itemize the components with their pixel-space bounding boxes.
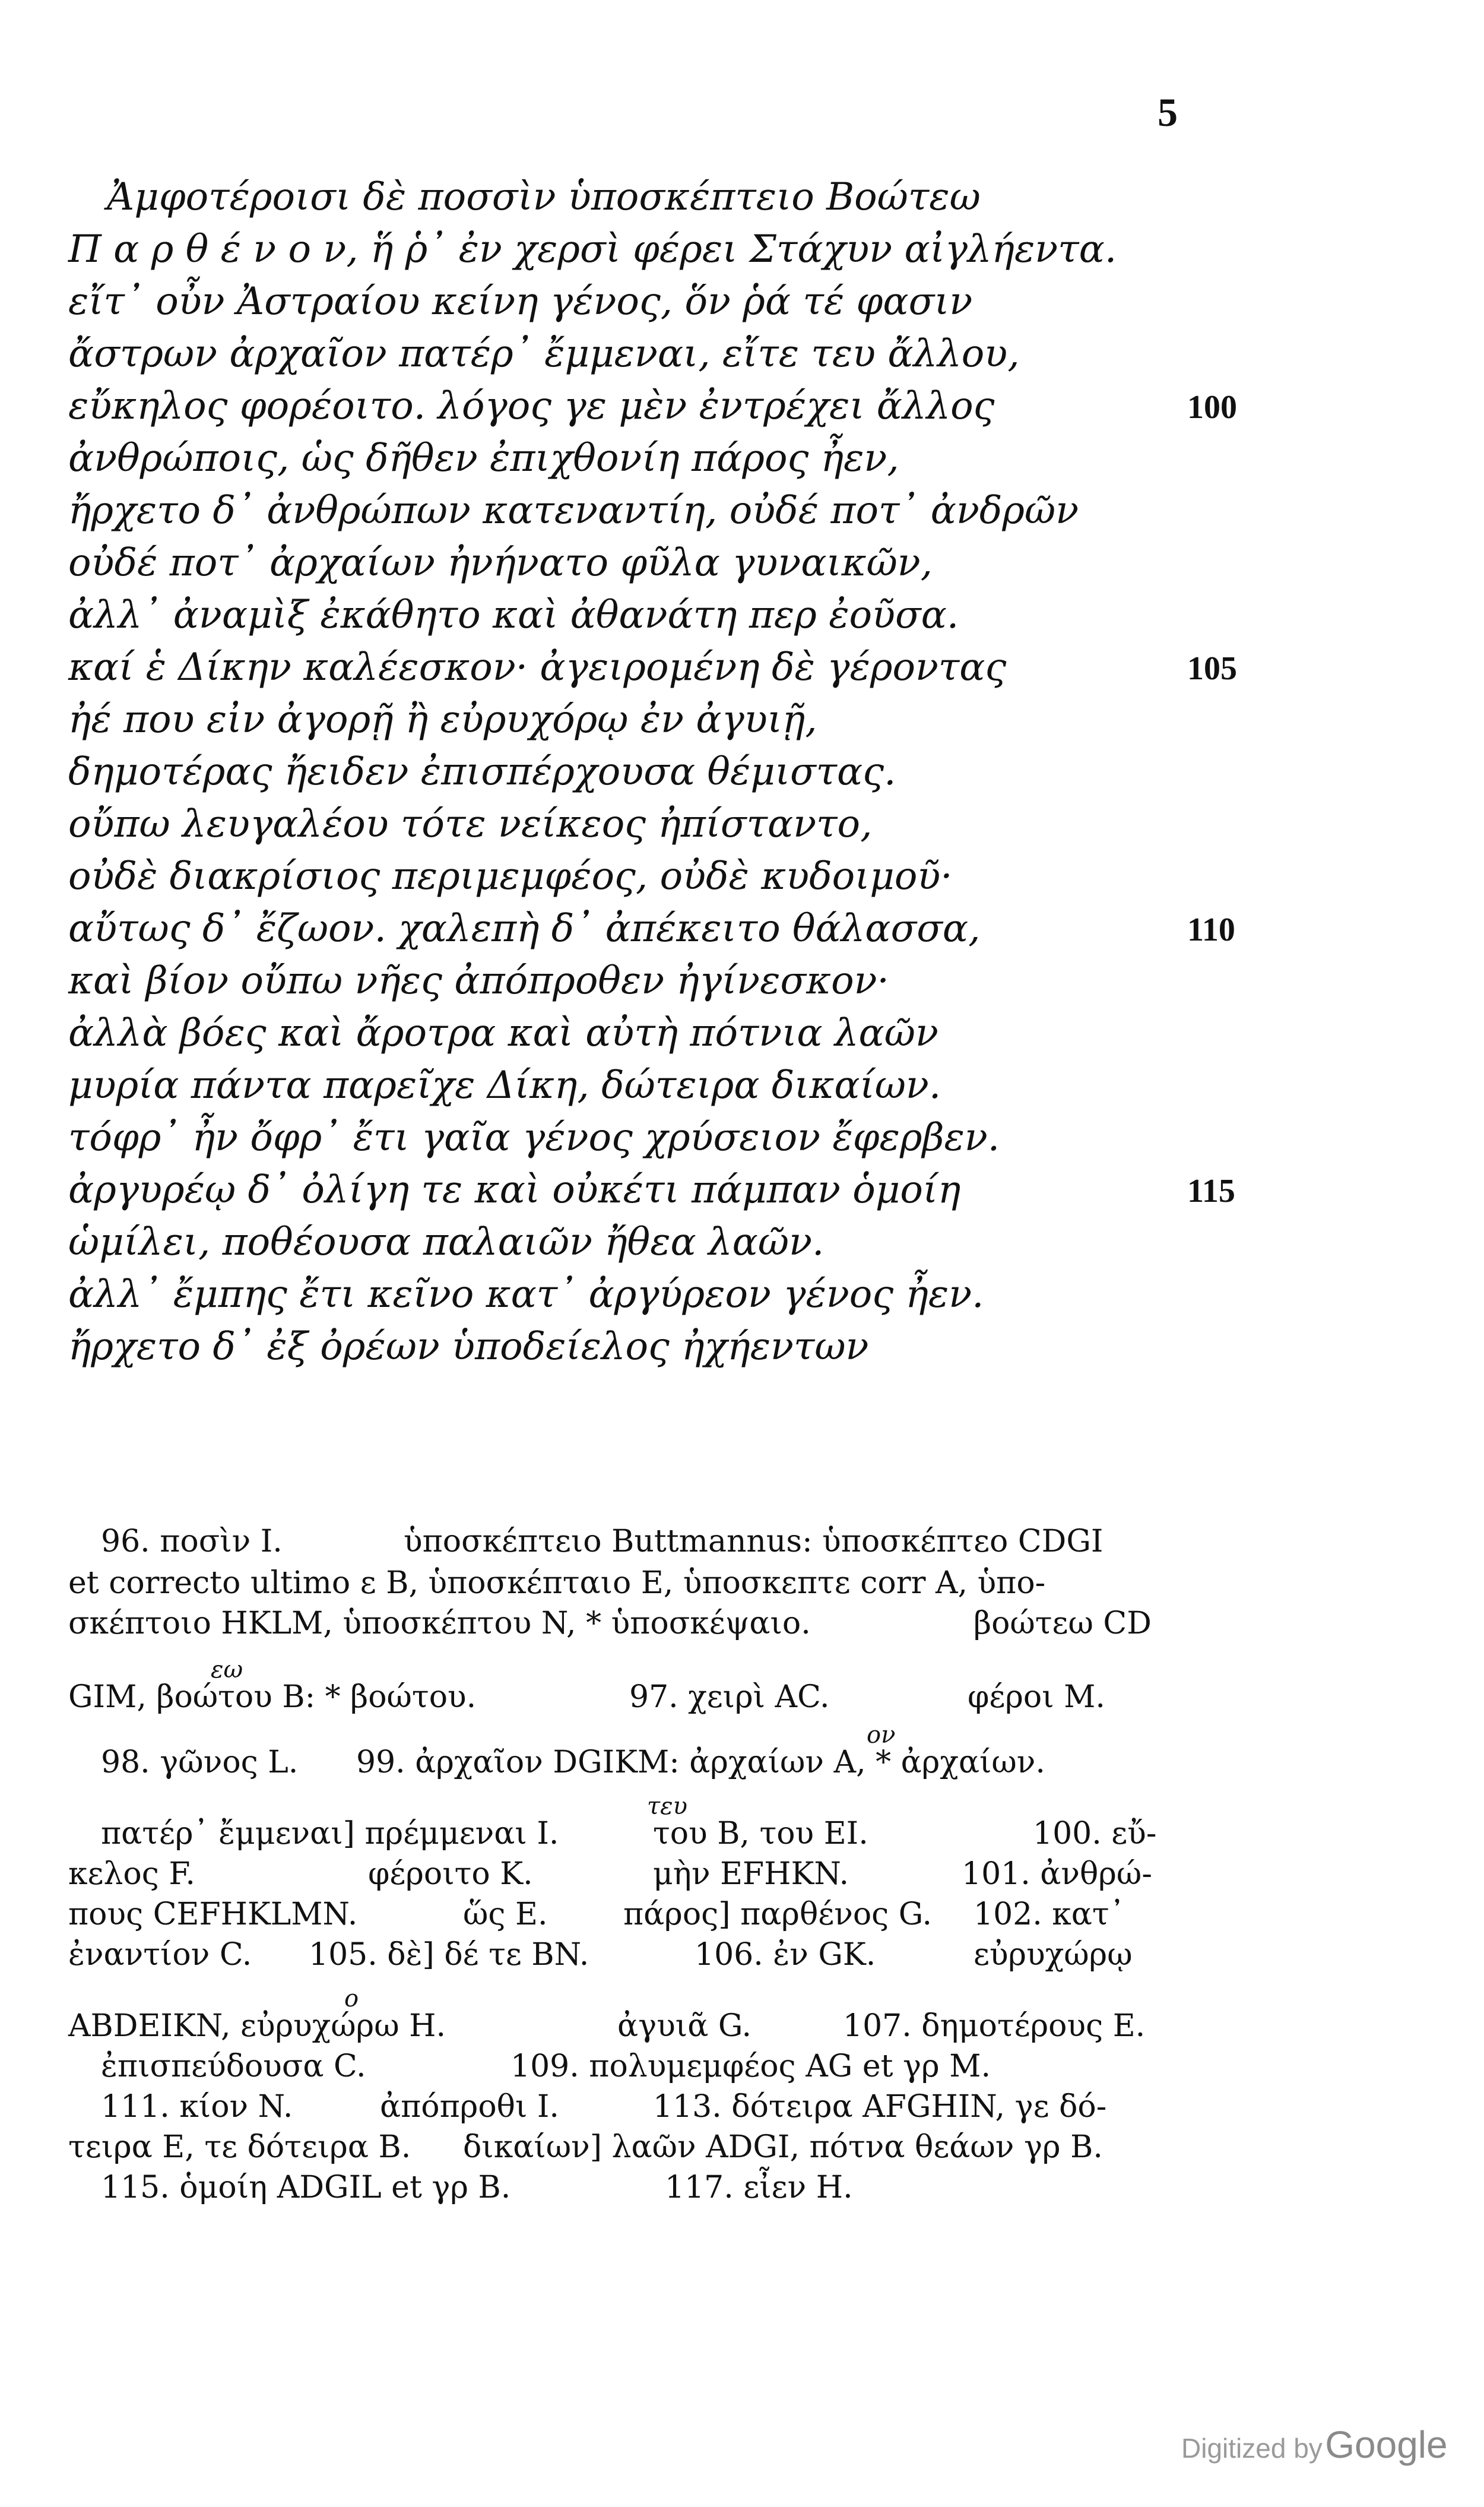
page-number: 5 bbox=[1158, 90, 1178, 135]
verse-line bbox=[0, 750, 1484, 806]
verse-text: αὔτως δ᾽ ἔζωον. χαλεπὴ δ᾽ ἀπέκειτο θάλασσα, bbox=[68, 907, 981, 951]
apparatus-entry: ὥς E. bbox=[463, 1897, 548, 1932]
apparatus-entry: ἐναντίον C. bbox=[68, 1937, 252, 1973]
verse-text: οὐδέ ποτ᾽ ἀρχαίων ἠνήνατο φῦλα γυναικῶν, bbox=[68, 541, 933, 585]
verse-text: ἀνθρώποις, ὡς δῆθεν ἐπιχθονίη πάρος ἦεν, bbox=[68, 436, 899, 480]
line-number: 105 bbox=[1187, 650, 1237, 687]
apparatus-entry: ἀπόπροθι I. bbox=[380, 2089, 559, 2125]
apparatus-entry: φέροι M. bbox=[968, 1679, 1105, 1715]
apparatus-entry: 115. ὁμοίη ADGIL et γρ B. bbox=[101, 2170, 511, 2205]
verse-line bbox=[0, 907, 1484, 963]
verse-line bbox=[0, 227, 1484, 284]
verse-text: ἀργυρέῳ δ᾽ ὀλίγη τε καὶ οὐκέτι πάμπαν ὁμοίη bbox=[68, 1168, 961, 1212]
apparatus-entry: 117. εἶεν H. bbox=[665, 2170, 853, 2205]
line-number: 115 bbox=[1187, 1173, 1235, 1210]
verse-text: καὶ βίον οὔπω νῆες ἀπόπροθεν ἠγίνεσκον· bbox=[68, 959, 889, 1003]
apparatus-entry: πάρος] παρθένος G. bbox=[623, 1897, 932, 1932]
verse-line bbox=[0, 541, 1484, 597]
verse-line bbox=[0, 175, 1484, 232]
verse-text: τόφρ᾽ ἦν ὄφρ᾽ ἔτι γαῖα γένος χρύσειον ἔφερβεν. bbox=[68, 1116, 1000, 1160]
apparatus-entry: ἐπισπεύδουσα C. bbox=[101, 2049, 366, 2084]
verse-line bbox=[0, 1168, 1484, 1224]
apparatus-line bbox=[0, 1747, 1484, 1789]
apparatus-entry: κελος F. bbox=[68, 1856, 195, 1892]
apparatus-superscript: τευ bbox=[647, 1793, 687, 1820]
line-number: 100 bbox=[1187, 389, 1237, 426]
apparatus-superscript: ο bbox=[344, 1985, 359, 2012]
apparatus-superscript: ον bbox=[867, 1721, 896, 1749]
verse-line bbox=[0, 593, 1484, 650]
verse-text: εἴτ᾽ οὖν Ἀστραίου κείνη γένος, ὅν ῥά τέ φασιν bbox=[68, 280, 973, 324]
apparatus-entry: δικαίων] λαῶν ADGI, πότνα θεάων γρ B. bbox=[463, 2129, 1103, 2165]
verse-text: οὔπω λευγαλέου τότε νείκεος ἠπίσταντο, bbox=[68, 802, 873, 846]
apparatus-entry: εὐρυχώρῳ bbox=[974, 1937, 1133, 1973]
apparatus-line bbox=[0, 1939, 1484, 1981]
apparatus-entry: 109. πολυμεμφέος AG et γρ M. bbox=[510, 2049, 991, 2084]
verse-line bbox=[0, 489, 1484, 545]
apparatus-line bbox=[0, 1608, 1484, 1650]
verse-text: μυρία πάντα παρεῖχε Δίκη, δώτειρα δικαίων. bbox=[68, 1063, 941, 1107]
apparatus-entry: ABDEIKN, εὐρυχώρω H. bbox=[68, 2008, 446, 2044]
apparatus-entry: 106. ἐν GK. bbox=[695, 1937, 876, 1973]
apparatus-entry: σκέπτοιο HKLM, ὑποσκέπτου N, * ὑποσκέψαιο. bbox=[68, 1606, 811, 1641]
verse-line bbox=[0, 1220, 1484, 1277]
apparatus-entry: ἀγυιᾶ G. bbox=[617, 2008, 752, 2044]
apparatus-line bbox=[0, 2091, 1484, 2133]
apparatus-entry: 102. κατ᾽ bbox=[974, 1897, 1125, 1932]
apparatus-entry: 99. ἀρχαῖον DGIKM: ἀρχαίων A, * ἀρχαίων. bbox=[356, 1745, 1045, 1780]
apparatus-entry: 107. δημοτέρους E. bbox=[843, 2008, 1146, 2044]
apparatus-line bbox=[0, 2008, 1484, 2052]
verse-line bbox=[0, 1063, 1484, 1120]
verse-line bbox=[0, 384, 1484, 441]
apparatus-line bbox=[0, 1526, 1484, 1568]
apparatus-entry: πατέρ᾽ ἔμμεναι] πρέμμεναι I. bbox=[101, 1816, 559, 1851]
verse-line bbox=[0, 698, 1484, 754]
verse-text: δημοτέρας ἤειδεν ἐπισπέρχουσα θέμιστας. bbox=[68, 750, 896, 794]
verse-text: ἤρχετο δ᾽ ἐξ ὀρέων ὑποδείελος ἠχήεντων bbox=[68, 1325, 869, 1369]
apparatus-line bbox=[0, 1565, 1484, 1609]
apparatus-line bbox=[0, 2172, 1484, 2214]
verse-line bbox=[0, 332, 1484, 388]
verse-line bbox=[0, 645, 1484, 702]
apparatus-entry: του B, του EI. bbox=[653, 1816, 868, 1851]
apparatus-entry: 101. ἀνθρώ- bbox=[962, 1856, 1152, 1892]
verse-line bbox=[0, 854, 1484, 911]
apparatus-entry: 96. ποσὶν I. bbox=[101, 1524, 283, 1559]
line-number: 110 bbox=[1187, 911, 1235, 948]
apparatus-entry: 100. εὔ- bbox=[1033, 1816, 1157, 1851]
apparatus-line bbox=[0, 1856, 1484, 1900]
verse-text: ἀλλὰ βόες καὶ ἄροτρα καὶ αὐτὴ πότνια λαῶν bbox=[68, 1011, 938, 1055]
verse-line bbox=[0, 1325, 1484, 1381]
apparatus-line bbox=[0, 2129, 1484, 2173]
verse-line bbox=[0, 436, 1484, 493]
digitized-watermark bbox=[1181, 2423, 1448, 2467]
apparatus-entry: βοώτεω CD bbox=[974, 1606, 1152, 1641]
verse-text: εὔκηλος φορέοιτο. λόγος γε μὲν ἐντρέχει ἄλλος bbox=[68, 384, 995, 428]
apparatus-entry: μὴν EFHKN. bbox=[653, 1856, 849, 1892]
apparatus-entry: 111. κίον N. bbox=[101, 2089, 293, 2125]
verse-text: ἄστρων ἀρχαῖον πατέρ᾽ ἔμμεναι, εἴτε τευ ἄλλου, bbox=[68, 332, 1020, 376]
google-logo: Google bbox=[1325, 2423, 1448, 2466]
apparatus-entry: ὑποσκέπτειο Buttmannus: ὑποσκέπτεο CDGI bbox=[404, 1524, 1104, 1559]
apparatus-entry: 113. δότειρα AFGHIN, γε δό- bbox=[653, 2089, 1107, 2125]
apparatus-line bbox=[0, 1899, 1484, 1941]
apparatus-entry: πους CEFHKLMN. bbox=[68, 1897, 358, 1932]
verse-text: Π α ρ θ έ ν ο ν, ἥ ῥ᾽ ἐν χερσὶ φέρει Στάχυν αἰγλήεντα. bbox=[68, 227, 1117, 271]
verse-line bbox=[0, 1275, 1484, 1329]
watermark-prefix: Digitized by bbox=[1181, 2433, 1323, 2464]
apparatus-superscript: εω bbox=[211, 1656, 243, 1683]
verse-line bbox=[0, 1011, 1484, 1068]
apparatus-entry: φέροιτο K. bbox=[368, 1856, 533, 1892]
verse-text: ἤρχετο δ᾽ ἀνθρώπων κατεναντίη, οὐδέ ποτ᾽ ἀνδρῶν bbox=[68, 489, 1079, 533]
verse-text: οὐδὲ διακρίσιος περιμεμφέος, οὐδὲ κυδοιμοῦ· bbox=[68, 854, 953, 898]
verse-text: ἀλλ᾽ ἔμπης ἔτι κεῖνο κατ᾽ ἀργύρεον γένος ἦεν. bbox=[68, 1273, 984, 1316]
verse-line bbox=[0, 959, 1484, 1015]
verse-line bbox=[0, 802, 1484, 859]
apparatus-entry: 97. χειρὶ AC. bbox=[629, 1679, 830, 1715]
apparatus-entry: τειρα E, τε δότειρα B. bbox=[68, 2129, 411, 2165]
apparatus-line bbox=[0, 1679, 1484, 1723]
apparatus-entry: et correcto ultimo ε B, ὑποσκέπταιο E, ὑποσκεπτε corr A, ὑπο- bbox=[68, 1565, 1046, 1601]
verse-line bbox=[0, 1116, 1484, 1172]
apparatus-line bbox=[0, 1818, 1484, 1860]
apparatus-line bbox=[0, 2051, 1484, 2093]
verse-text: ὡμίλει, ποθέουσα παλαιῶν ἤθεα λαῶν. bbox=[68, 1220, 825, 1264]
verse-line bbox=[0, 280, 1484, 336]
verse-text: ἠέ που εἰν ἀγορῇ ἢ εὐρυχόρῳ ἐν ἀγυιῇ, bbox=[68, 698, 817, 742]
apparatus-entry: 98. γῶνος L. bbox=[101, 1745, 299, 1780]
verse-text: Ἀμφοτέροισι δὲ ποσσὶν ὑποσκέπτειο Βοώτεω bbox=[107, 175, 981, 219]
apparatus-entry: 105. δὲ] δέ τε BN. bbox=[309, 1937, 589, 1973]
verse-text: καί ἑ Δίκην καλέεσκον· ἀγειρομένη δὲ γέροντας bbox=[68, 645, 1007, 689]
verse-text: ἀλλ᾽ ἀναμὶξ ἐκάθητο καὶ ἀθανάτη περ ἐοῦσα. bbox=[68, 593, 959, 637]
apparatus-entry: GIM, βοώτου B: * βοώτου. bbox=[68, 1679, 477, 1715]
